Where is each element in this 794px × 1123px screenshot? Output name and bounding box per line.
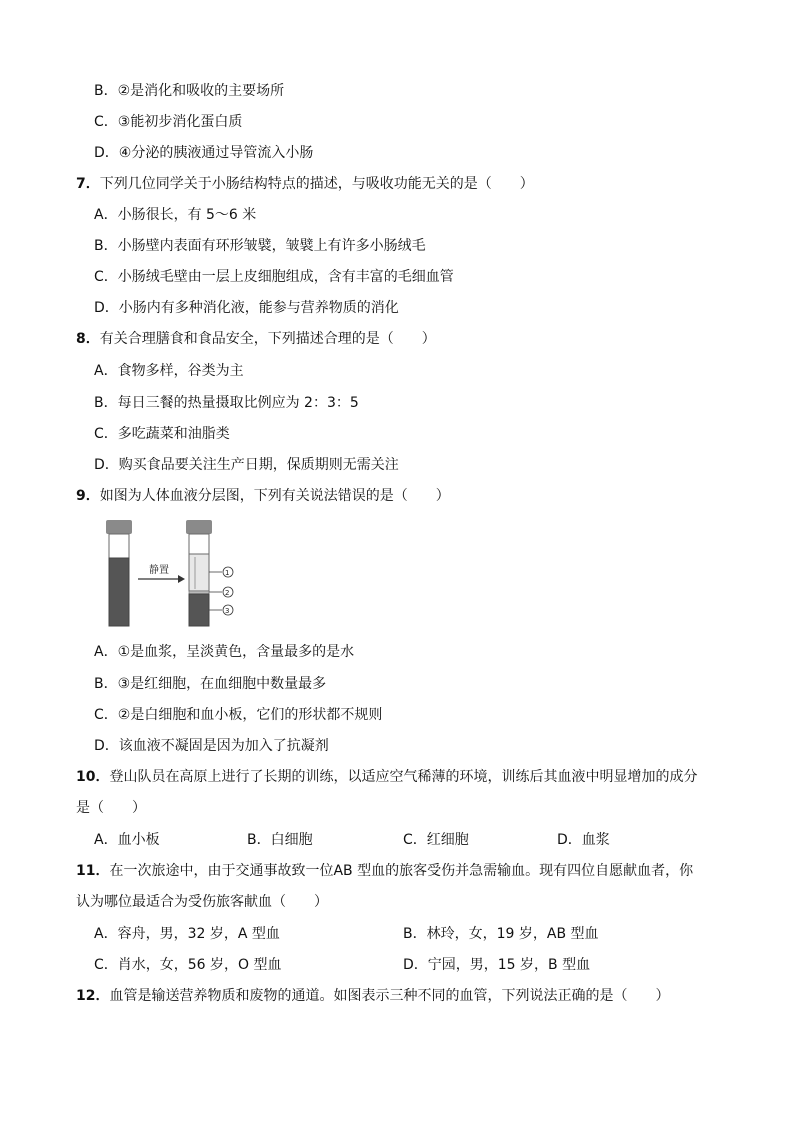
q11-stem: [76, 862, 693, 880]
layer-label-3: 3: [225, 607, 230, 615]
q7-text: 下列几位同学关于小肠结构特点的描述，与吸收功能无关的是（ ）: [99, 176, 534, 192]
q6-option-c: C．③能初步消化蛋白质: [94, 114, 243, 130]
q9-number: 9．: [76, 488, 100, 504]
q11-number: 11．: [76, 863, 110, 879]
q9-option-a: A．①是血浆，呈淡黄色，含量最多的是水: [94, 644, 355, 660]
blood-tubes-illustration: [92, 517, 242, 631]
q12-text: 血管是输送营养物质和废物的通道。如图表示三种不同的血管，下列说法正确的是（ ）: [109, 988, 670, 1004]
right-tube-top: [189, 534, 209, 554]
plasma-layer: [189, 554, 209, 591]
q8-option-a: A．食物多样，谷类为主: [94, 363, 244, 379]
q7-option-a: A．小肠很长，有 5～6 米: [94, 207, 257, 223]
layer-label-1: 1: [225, 569, 230, 577]
q9-option-d: D．该血液不凝固是因为加入了抗凝剂: [94, 738, 329, 754]
q11-option-c: C．肖水，女，56 岁，O 型血: [94, 957, 282, 973]
layer-label-2: 2: [225, 589, 230, 597]
q7-stem: [76, 175, 534, 193]
q9-text: 如图为人体血液分层图，下列有关说法错误的是（ ）: [99, 488, 450, 504]
q11-text-line2: 认为哪位最适合为受伤旅客献血（ ）: [76, 894, 328, 910]
q8-option-b: B．每日三餐的热量摄取比例应为 2：3：5: [94, 395, 359, 411]
q9-stem: [76, 487, 450, 505]
q11-option-a: A．容舟，男，32 岁，A 型血: [94, 926, 280, 942]
q6-option-d: D．④分泌的胰液通过导管流入小肠: [94, 145, 314, 161]
q10-text-line2: 是（ ）: [76, 800, 146, 816]
q12-number: 12．: [76, 988, 110, 1004]
q8-text: 有关合理膳食和食品安全，下列描述合理的是（ ）: [99, 331, 436, 347]
q10-option-c: C．红细胞: [403, 832, 469, 848]
left-tube-cap: [106, 520, 132, 534]
q7-option-c: C．小肠绒毛壁由一层上皮细胞组成，含有丰富的毛细血管: [94, 269, 454, 285]
q8-option-c: C．多吃蔬菜和油脂类: [94, 426, 230, 442]
settle-label: 静置: [149, 565, 169, 576]
q8-stem: [76, 330, 436, 348]
left-tube-blood: [109, 558, 129, 626]
q12-stem: [76, 987, 669, 1005]
q11-option-b: B．林玲，女，19 岁，AB 型血: [403, 926, 599, 942]
red-cell-layer: [189, 594, 209, 626]
blood-layer-figure: [92, 517, 242, 631]
q9-option-b: B．③是红细胞，在血细胞中数量最多: [94, 676, 327, 692]
q10-option-b: B．白细胞: [247, 832, 313, 848]
right-tube-cap: [186, 520, 212, 534]
q9-option-c: C．②是白细胞和血小板，它们的形状都不规则: [94, 707, 383, 723]
q8-number: 8．: [76, 331, 100, 347]
q7-option-d: D．小肠内有多种消化液，能参与营养物质的消化: [94, 300, 399, 316]
q10-option-a: A．血小板: [94, 832, 160, 848]
q10-option-d: D．血浆: [557, 832, 610, 848]
q8-option-d: D．购买食品要关注生产日期，保质期则无需关注: [94, 457, 399, 473]
q7-option-b: B．小肠壁内表面有环形皱襞，皱襞上有许多小肠绒毛: [94, 238, 426, 254]
q10-text-line1: 登山队员在高原上进行了长期的训练，以适应空气稀薄的环境，训练后其血液中明显增加的成分: [109, 769, 698, 785]
q10-number: 10．: [76, 769, 110, 785]
q11-text-line1: 在一次旅途中，由于交通事故致一位AB 型血的旅客受伤并急需输血。现有四位自愿献血者，你: [109, 863, 694, 879]
q10-stem: [76, 768, 697, 786]
q6-option-b: B．②是消化和吸收的主要场所: [94, 83, 285, 99]
settle-arrow-head: [178, 575, 185, 583]
q7-number: 7．: [76, 176, 100, 192]
q11-option-d: D．宁园，男，15 岁，B 型血: [403, 957, 591, 973]
left-tube-top: [109, 534, 129, 558]
